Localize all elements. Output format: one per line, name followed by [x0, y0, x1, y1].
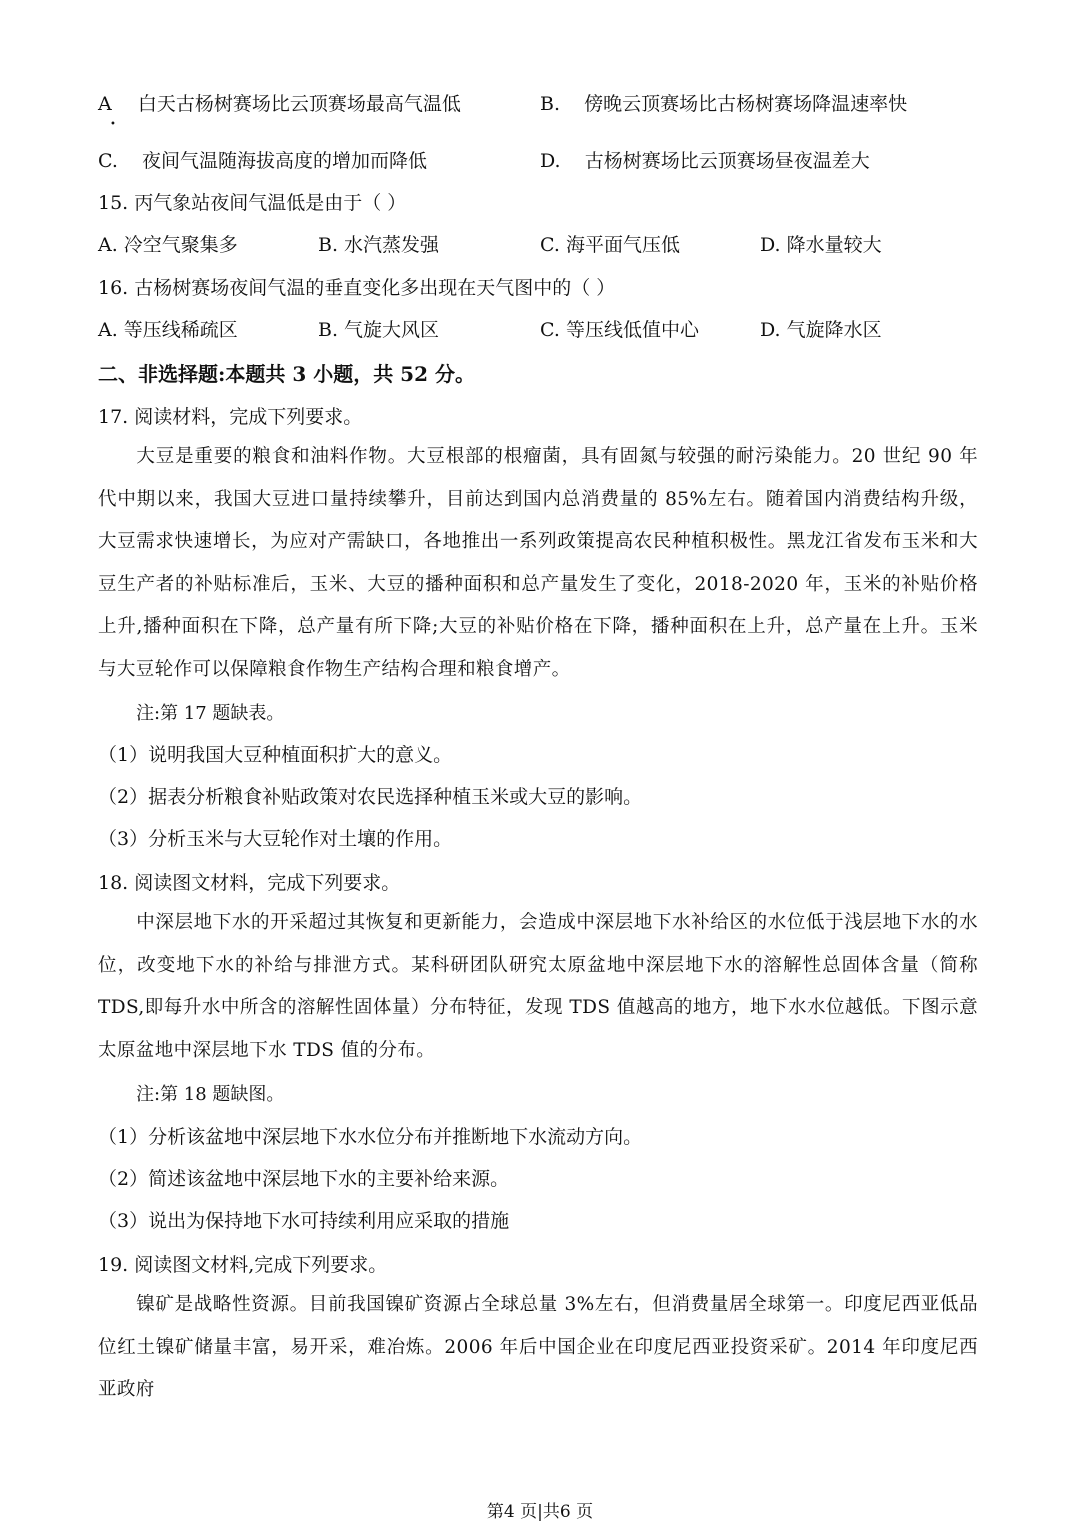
q14-option-d-text: 古杨树赛场比云顶赛场昼夜温差大 [584, 150, 870, 172]
q17-sub-1: （1）说明我国大豆种植面积扩大的意义。 [98, 744, 453, 766]
q17-material [98, 436, 978, 691]
q15-option-c: C. 海平面气压低 [540, 234, 680, 256]
q17-stem: 17. 阅读材料，完成下列要求。 [98, 406, 363, 428]
q17-note: 注:第 17 题缺表。 [136, 703, 285, 724]
q18-sub-1: （1）分析该盆地中深层地下水水位分布并推断地下水流动方向。 [98, 1126, 643, 1148]
q18-material-text: 中深层地下水的开采超过其恢复和更新能力，会造成中深层地下水补给区的水位低于浅层地下水的水位，改变地下水的补给与排泄方式。某科研团队研究太原盆地中深层地下水的溶解性总固体含量（简称 TDS,即每升水中所含的溶解性固体量）分布特征，发现 TDS 值越高的地方，地下水水位越低。下图示意太原盆地中深层地下水 TDS 值的分布。 [98, 912, 978, 1061]
q14-option-b [540, 92, 907, 116]
q14-option-b-label: B. [540, 93, 561, 115]
q18-stem: 18. 阅读图文材料，完成下列要求。 [98, 872, 401, 894]
q14-option-c [98, 149, 427, 173]
q18-sub-3: （3）说出为保持地下水可持续利用应采取的措施 [98, 1210, 510, 1232]
section-heading: 二、非选择题:本题共 3 小题，共 52 分。 [98, 362, 475, 386]
q16-stem: 16. 古杨树赛场夜间气温的垂直变化多出现在天气图中的（ ） [98, 277, 616, 299]
q14-option-d-label: D. [540, 150, 561, 172]
q18-material [98, 902, 978, 1072]
q16-option-b: B. 气旋大风区 [318, 319, 440, 341]
q14-option-a-label: A [98, 93, 112, 115]
q14-option-a [98, 92, 461, 116]
q17-material-text: 大豆是重要的粮食和油料作物。大豆根部的根瘤菌，具有固氮与较强的耐污染能力。20 世纪 90 年代中期以来，我国大豆进口量持续攀升，目前达到国内总消费量的 85%左右。随着国内消费结构升级，大豆需求快速增长，为应对产需缺口，各地推出一系列政策提高农民种植积极性。黑龙江省发布玉米和大豆生产者的补贴标准后，玉米、大豆的播种面积和总产量发生了变化，2018-2020 年，玉米的补贴价格上升,播种面积在下降，总产量有所下降;大豆的补贴价格在下降，播种面积在上升，总产量在上升。玉米与大豆轮作可以保障粮食作物生产结构合理和粮食增产。 [98, 446, 978, 680]
q16-option-a: A. 等压线稀疏区 [98, 319, 238, 341]
stray-dot: • [110, 119, 116, 130]
q18-note: 注:第 18 题缺图。 [136, 1084, 285, 1105]
q14-option-d [540, 149, 870, 173]
q15-option-d: D. 降水量较大 [760, 234, 882, 256]
q15-stem: 15. 丙气象站夜间气温低是由于（ ） [98, 192, 407, 214]
q19-material-text: 镍矿是战略性资源。目前我国镍矿资源占全球总量 3%左右，但消费量居全球第一。印度尼西亚低品位红土镍矿储量丰富，易开采，难冶炼。2006 年后中国企业在印度尼西亚投资采矿。2014 年印度尼西亚政府 [98, 1294, 978, 1400]
q14-option-b-text: 傍晚云顶赛场比古杨树赛场降温速率快 [584, 93, 908, 115]
q14-option-c-label: C. [98, 150, 118, 172]
q15-option-a: A. 冷空气聚集多 [98, 234, 238, 256]
q18-sub-2: （2）简述该盆地中深层地下水的主要补给来源。 [98, 1168, 510, 1190]
q14-option-a-text: 白天古杨树赛场比云顶赛场最高气温低 [137, 93, 461, 115]
q16-option-c: C. 等压线低值中心 [540, 319, 699, 341]
q17-sub-3: （3）分析玉米与大豆轮作对土壤的作用。 [98, 828, 453, 850]
page-footer: 第4 页|共6 页 [486, 1502, 594, 1522]
q17-sub-2: （2）据表分析粮食补贴政策对农民选择种植玉米或大豆的影响。 [98, 786, 643, 808]
q16-option-d: D. 气旋降水区 [760, 319, 882, 341]
q19-stem: 19. 阅读图文材料,完成下列要求。 [98, 1254, 388, 1276]
q15-option-b: B. 水汽蒸发强 [318, 234, 440, 256]
q19-material [98, 1284, 978, 1412]
q14-option-c-text: 夜间气温随海拔高度的增加而降低 [142, 150, 428, 172]
